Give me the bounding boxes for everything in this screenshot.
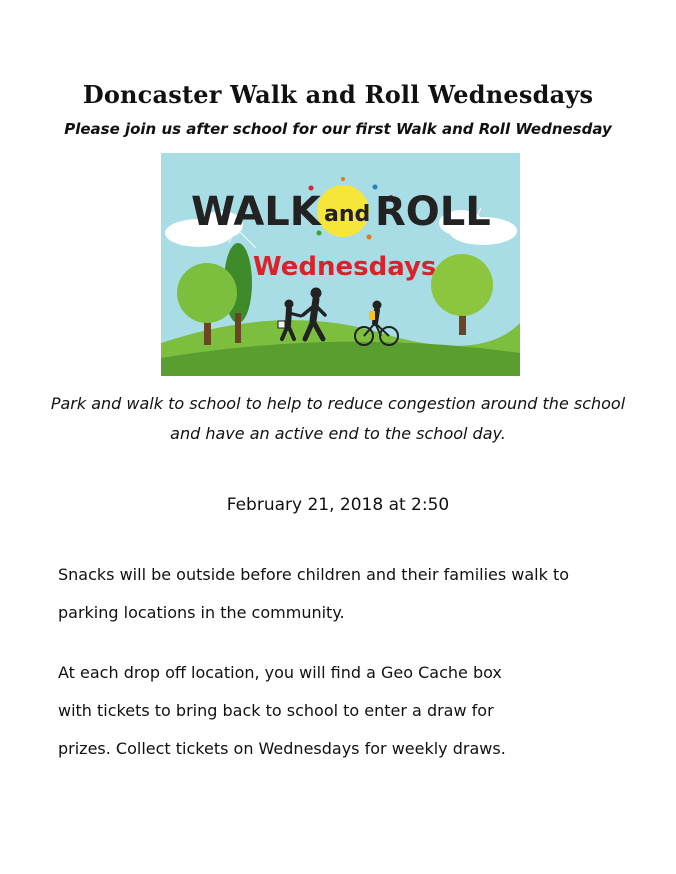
page-subtitle: Please join us after school for our first Walk and Roll Wednesday — [64, 120, 612, 138]
geo-cache-line-2: with tickets to bring back to school to enter a draw for — [58, 701, 494, 720]
snacks-line-1: Snacks will be outside before children and their families walk to — [58, 565, 570, 584]
roll-text: ROLL — [375, 189, 491, 235]
and-text: and — [324, 202, 371, 227]
snacks-line-2: parking locations in the community. — [58, 603, 345, 622]
wednesdays-text: Wednesdays — [253, 252, 437, 282]
walk-text: WALK — [191, 189, 321, 235]
intro-line-1: Park and walk to school to help to reduce congestion around the school — [50, 394, 626, 413]
round-tree-icon — [177, 263, 237, 323]
intro-line-2: and have an active end to the school day. — [170, 424, 506, 443]
page-title: Doncaster Walk and Roll Wednesdays — [82, 80, 594, 109]
tree-trunk-tall — [235, 313, 241, 343]
event-date: February 21, 2018 at 2:50 — [226, 495, 450, 515]
banner-illustration — [161, 153, 520, 376]
snacks-paragraph — [58, 556, 658, 632]
geo-cache-line-1: At each drop off location, you will find a Geo Cache box — [58, 663, 502, 682]
right-tree-icon — [431, 254, 493, 316]
intro-text — [20, 389, 656, 449]
walk-and-roll-banner — [161, 153, 520, 376]
geo-cache-line-3: prizes. Collect tickets on Wednesdays for weekly draws. — [58, 739, 506, 758]
geo-cache-paragraph — [58, 654, 658, 768]
